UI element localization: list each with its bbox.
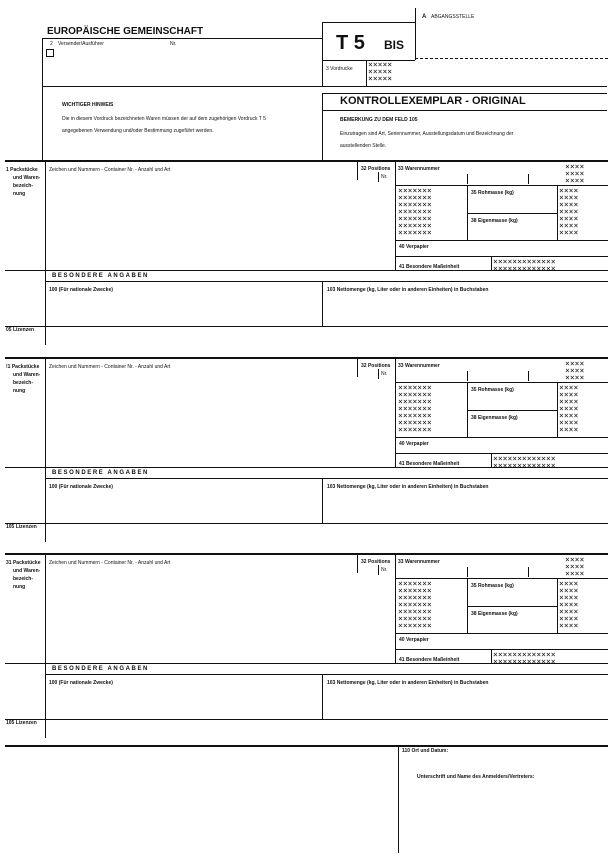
- section-3-code-tick-1: [467, 567, 468, 577]
- section-1-special-unit-hatched: ××××××××××××× ×××××××××××××: [493, 258, 556, 270]
- section-3-code-bottom: [395, 578, 608, 579]
- section-1-code-tick-1: [467, 174, 468, 184]
- field3-hatched: ××××× ××××× ×××××: [368, 61, 393, 83]
- section-1-national-label: 100 (Für nationale Zwecke): [49, 287, 113, 293]
- section-1-licence-top: [5, 326, 608, 327]
- section-2-gross-bottom: [467, 410, 557, 411]
- section-2-left-divider: [45, 357, 46, 542]
- section-2-code-bottom: [395, 382, 608, 383]
- section-1-prev-doc-label: 40 Verpapier: [399, 244, 429, 250]
- field2-label: Versender/Ausführer: [58, 41, 104, 47]
- form-suffix: BIS: [384, 38, 405, 52]
- section-3-qty-label: 103 Nettomenge (kg, Liter oder in anderen Einheiten) in Buchstaben: [327, 680, 489, 686]
- section-3-gross-label: 35 Rohmasse (kg): [471, 583, 514, 589]
- section-3-special-info-rule: [45, 674, 608, 675]
- section-1-marks-label: Zeichen und Nummern - Container Nr. - Anzahl und Art: [49, 167, 171, 173]
- field2-number: 2: [50, 41, 53, 47]
- section-3-top-rule: [5, 553, 608, 555]
- section-2-special-unit-label: 41 Besondere Maßeinheit: [399, 461, 460, 467]
- section-2-mass-right-divider: [557, 382, 558, 437]
- section-3-goods-bottom: [5, 663, 608, 664]
- section-2-pkg-label-1: !1 Packstücke: [6, 364, 40, 370]
- section-2-licence-top: [5, 523, 608, 524]
- section-1-pkg-label-3: bezeich-: [13, 183, 34, 189]
- section-2-special-unit-divider: [491, 453, 492, 467]
- section-1-pkg-label-2: und Waren-: [13, 175, 41, 181]
- section-2-goods-bottom: [5, 467, 608, 468]
- section-1-pkg-label-4: nung: [13, 191, 26, 197]
- section-1-code-hatched: ×××× ×××× ××××: [565, 163, 585, 185]
- section-3-left-divider: [45, 553, 46, 738]
- section-1-pkg-label-1: 1 Packstücke: [6, 167, 38, 173]
- section-1-goods-divider: [395, 160, 396, 270]
- section-1-code-tick-2: [528, 174, 529, 184]
- section-3-prev-doc-label: 40 Verpapier: [399, 637, 429, 643]
- section-2-goods-divider: [395, 357, 396, 467]
- section-3-positions-nr-tick: [378, 565, 379, 575]
- section-1-qty-divider: [322, 281, 323, 326]
- section-2-special-info-rule: [45, 478, 608, 479]
- section-2-positions-left: [357, 357, 358, 377]
- section-1-marks-input[interactable]: [48, 175, 353, 267]
- signature-input[interactable]: [410, 785, 600, 845]
- section-2-marks-input[interactable]: [48, 372, 353, 464]
- notice-line-2: angegebenen Verwendung und/oder Bestimmung zugeführt werden.: [62, 128, 214, 134]
- field-a-label: ABGANGSSTELLE: [431, 14, 475, 20]
- section-3-mass-hatched-left: ××××××× ××××××× ××××××× ××××××× ××××××× ××××××× ×××××××: [398, 580, 432, 630]
- section-1-national-input[interactable]: [48, 294, 318, 324]
- section-3-qty-divider: [322, 674, 323, 719]
- section-3-code-hatched: ×××× ×××× ××××: [565, 556, 585, 578]
- section-1-positions-nr-tick: [378, 172, 379, 182]
- section-3-gross-bottom: [467, 606, 557, 607]
- section-2-qty-label: 103 Nettomenge (kg, Liter oder in anderen Einheiten) in Buchstaben: [327, 484, 489, 490]
- section-2-code-tick-1: [467, 371, 468, 381]
- field3-label: 3 Vordrucke: [326, 66, 353, 72]
- section-2-qty-input[interactable]: [326, 491, 601, 521]
- section-3-positions-left: [357, 553, 358, 573]
- section-3-net-input[interactable]: [470, 618, 558, 632]
- section-2-mass-hatched-left: ××××××× ××××××× ××××××× ××××××× ××××××× ××××××× ×××××××: [398, 384, 432, 434]
- section-2-positions-label: 32 Positions: [361, 363, 391, 369]
- section-2-qty-divider: [322, 478, 323, 523]
- section-1-special-unit-divider: [491, 256, 492, 270]
- section-3-licence-top: [5, 719, 608, 720]
- notice-title: WICHTIGER HINWEIS: [62, 102, 114, 108]
- section-3-special-unit-divider: [491, 649, 492, 663]
- section-2-licence-label: 105 Lizenzen: [6, 524, 37, 530]
- place-date-label: 110 Ort und Datum:: [402, 748, 449, 754]
- copy-title: KONTROLLEXEMPLAR - ORIGINAL: [340, 95, 526, 107]
- section-3-special-unit-label: 41 Besondere Maßeinheit: [399, 657, 460, 663]
- section-3-gross-input[interactable]: [470, 590, 558, 604]
- field-a-number: A: [422, 14, 427, 20]
- section-2-code-hatched: ×××× ×××× ××××: [565, 360, 585, 382]
- section-2-national-input[interactable]: [48, 491, 318, 521]
- section-2-gross-input[interactable]: [470, 394, 558, 408]
- section-1-gross-bottom: [467, 213, 557, 214]
- section-2-code-tick-2: [528, 371, 529, 381]
- section-3-special-info-title: BESONDERE ANGABEN: [52, 666, 149, 672]
- section-1-special-info-title: BESONDERE ANGABEN: [52, 273, 149, 279]
- section-1-qty-input[interactable]: [326, 294, 601, 324]
- section-1-special-unit-label: 41 Besondere Maßeinheit: [399, 264, 460, 270]
- section-3-prev-doc-bottom: [395, 649, 608, 650]
- signature-label: Unterschrift und Name des Anmelders/Vertreters:: [417, 774, 535, 780]
- section-1-licence-label: 05 Lizenzen: [6, 327, 35, 333]
- section-2-net-input[interactable]: [470, 422, 558, 436]
- section-1-mass-right-divider: [557, 185, 558, 240]
- section-2-top-rule: [5, 357, 608, 359]
- section-1-net-input[interactable]: [470, 225, 558, 239]
- section-2-positions-nr: Nr.: [381, 371, 388, 377]
- section-3-special-unit-hatched: ××××××××××××× ×××××××××××××: [493, 651, 556, 663]
- section-3-code-tick-2: [528, 567, 529, 577]
- section-1-goods-bottom: [5, 270, 608, 271]
- section-2-pkg-label-3: bezeich-: [13, 380, 34, 386]
- section-1-mass-bottom: [395, 240, 608, 241]
- section-1-code-label: 33 Warennummer: [398, 166, 440, 172]
- section-1-mass-hatched-left: ××××××× ××××××× ××××××× ××××××× ××××××× ××××××× ×××××××: [398, 187, 432, 237]
- notice-line-1: Die in diesem Vordruck bezeichneten Waren müssen der auf dem zugehörigen Vordruck T 5: [62, 116, 266, 122]
- form-code: T 5: [336, 32, 365, 54]
- section-3-positions-nr: Nr.: [381, 567, 388, 573]
- section-3-marks-input[interactable]: [48, 568, 353, 660]
- section-3-pkg-label-1: 31 Packstücke: [6, 560, 41, 566]
- section-1-licence-input[interactable]: [48, 328, 598, 344]
- section-2-mass-bottom: [395, 437, 608, 438]
- section-1-positions-nr: Nr.: [381, 174, 388, 180]
- section-1-qty-label: 103 Nettomenge (kg, Liter oder in anderen Einheiten) in Buchstaben: [327, 287, 489, 293]
- section-1-positions-left: [357, 160, 358, 180]
- section-2-mass-hatched-right: ×××× ×××× ×××× ×××× ×××× ×××× ××××: [559, 384, 579, 434]
- section-3-mass-bottom: [395, 633, 608, 634]
- section-2-marks-label: Zeichen und Nummern - Container Nr. - Anzahl und Art: [49, 364, 171, 370]
- section-1-gross-input[interactable]: [470, 197, 558, 211]
- section-2-special-info-title: BESONDERE ANGABEN: [52, 470, 149, 476]
- section-3-licence-label: 105 Lizenzen: [6, 720, 37, 726]
- section-2-licence-input[interactable]: [48, 525, 598, 541]
- section-3-national-label: 100 (Für nationale Zwecke): [49, 680, 113, 686]
- field2-nr-label: Nr.: [170, 41, 177, 47]
- section-2-net-label: 38 Eigenmasse (kg): [471, 415, 518, 421]
- section-3-pkg-label-2: und Waren-: [13, 568, 41, 574]
- section-2-pkg-label-2: und Waren-: [13, 372, 41, 378]
- section-1-left-divider: [45, 160, 46, 345]
- section-3-pkg-label-3: bezeich-: [13, 576, 34, 582]
- section-2-special-unit-hatched: ××××××××××××× ×××××××××××××: [493, 455, 556, 467]
- section-3-mass-hatched-right: ×××× ×××× ×××× ×××× ×××× ×××× ××××: [559, 580, 579, 630]
- section-3-prev-doc-input[interactable]: [440, 635, 600, 647]
- section-1-code-bottom: [395, 185, 608, 186]
- section-3-national-input[interactable]: [48, 687, 318, 717]
- section-3-qty-input[interactable]: [326, 687, 601, 717]
- section-2-prev-doc-input[interactable]: [440, 439, 600, 451]
- section-2-prev-doc-bottom: [395, 453, 608, 454]
- section-3-marks-label: Zeichen und Nummern - Container Nr. - Anzahl und Art: [49, 560, 171, 566]
- place-date-input[interactable]: [470, 748, 600, 768]
- section-1-net-label: 38 Eigenmasse (kg): [471, 218, 518, 224]
- remark-line-2: ausstellenden Stelle.: [340, 143, 387, 149]
- section-1-prev-doc-input[interactable]: [440, 242, 600, 254]
- section-2-prev-doc-label: 40 Verpapier: [399, 441, 429, 447]
- section-2-national-label: 100 (Für nationale Zwecke): [49, 484, 113, 490]
- community-title: EUROPÄISCHE GEMEINSCHAFT: [47, 26, 204, 37]
- section-1-mass-hatched-right: ×××× ×××× ×××× ×××× ×××× ×××× ××××: [559, 187, 579, 237]
- section-3-mass-right-divider: [557, 578, 558, 633]
- tear-line: [415, 58, 608, 59]
- remark-title: BEMERKUNG ZU DEM FELD 105: [340, 117, 418, 123]
- section-2-code-label: 33 Warennummer: [398, 363, 440, 369]
- section-1-special-info-rule: [45, 281, 608, 282]
- remark-line-1: Einzutragen sind Art, Seriennummer, Ausstellungsdatum und Bezeichnung der: [340, 131, 514, 137]
- section-1-top-rule: [5, 160, 608, 162]
- section-3-goods-divider: [395, 553, 396, 663]
- section-1-prev-doc-bottom: [395, 256, 608, 257]
- section-3-positions-label: 32 Positions: [361, 559, 391, 565]
- section-3-pkg-label-4: nung: [13, 584, 26, 590]
- section-3-net-label: 38 Eigenmasse (kg): [471, 611, 518, 617]
- section-3-code-label: 33 Warennummer: [398, 559, 440, 565]
- section-2-positions-nr-tick: [378, 369, 379, 379]
- section-2-gross-label: 35 Rohmasse (kg): [471, 387, 514, 393]
- section-2-pkg-label-4: nung: [13, 388, 26, 394]
- consignor-input[interactable]: [52, 50, 312, 82]
- section-1-positions-label: 32 Positions: [361, 166, 391, 172]
- section-1-gross-label: 35 Rohmasse (kg): [471, 190, 514, 196]
- section-3-licence-input[interactable]: [48, 721, 598, 737]
